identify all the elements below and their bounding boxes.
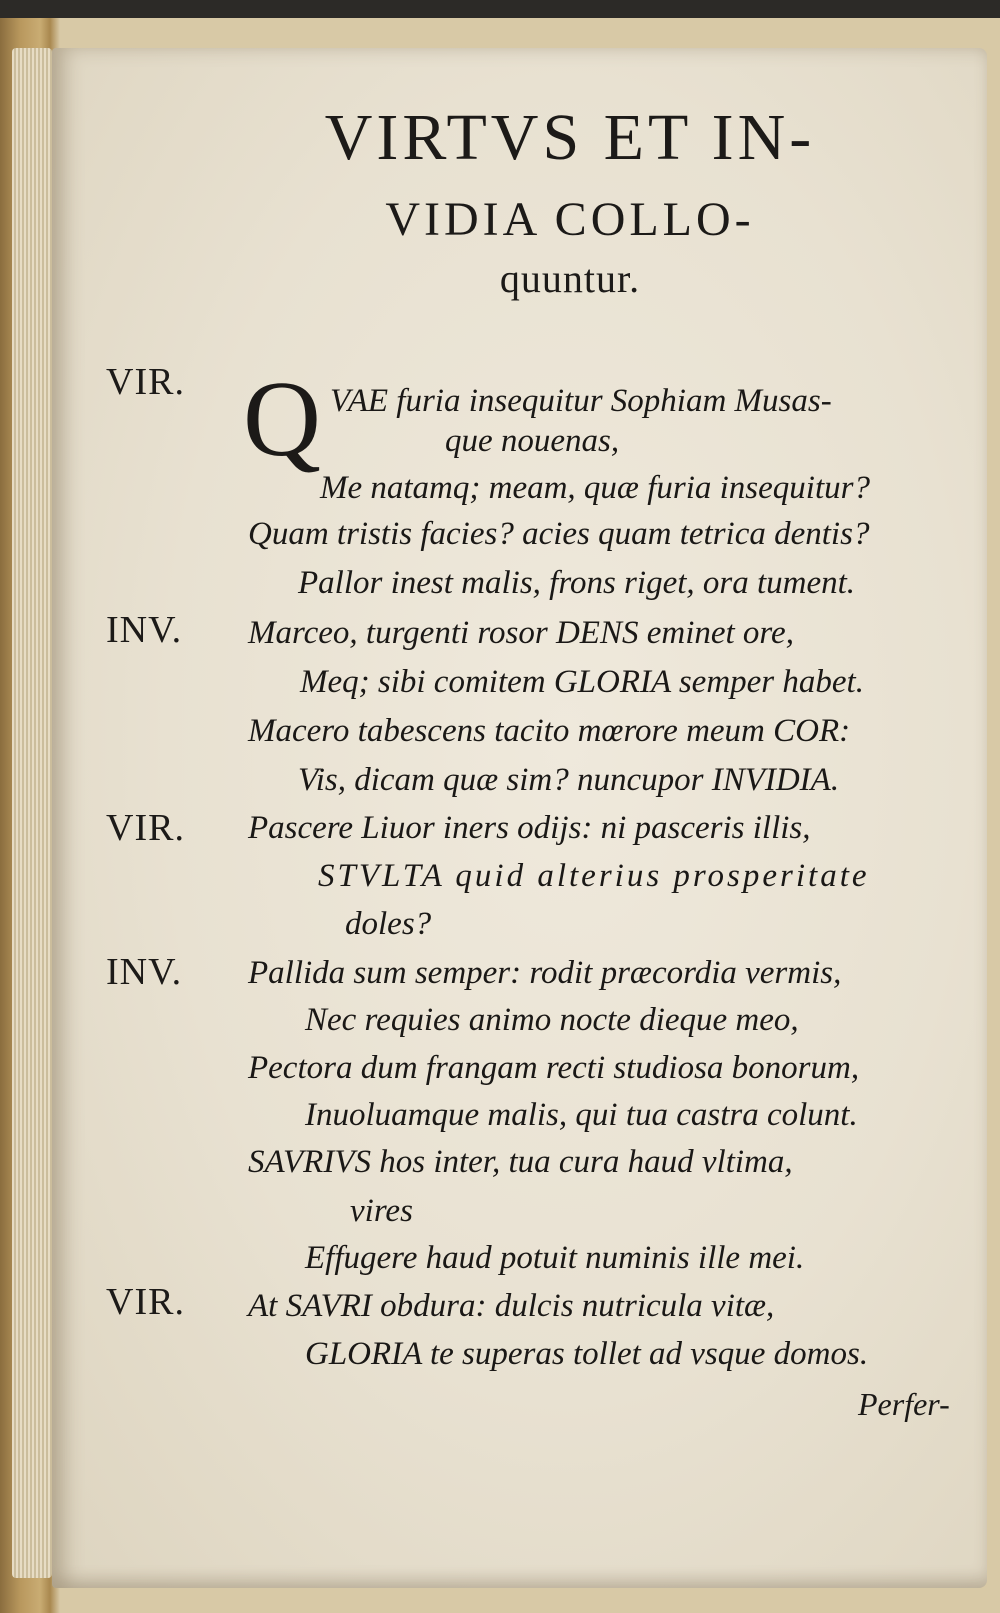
speaker-label: VIR.	[106, 1281, 185, 1323]
verse-line: Pallida sum semper: rodit præcordia vermis,	[248, 955, 842, 991]
verse-line: Inuoluamque malis, qui tua castra colunt.	[305, 1097, 858, 1133]
verse-line: Marceo, turgenti rosor DENS eminet ore,	[248, 615, 794, 651]
catchword: Perfer-	[858, 1386, 950, 1422]
speaker-label: INV.	[106, 951, 183, 993]
verse-line: Meq; sibi comitem GLORIA semper habet.	[300, 664, 864, 700]
speaker-label: VIR.	[106, 361, 185, 403]
verse-line: vires	[350, 1193, 413, 1229]
verse-line: doles?	[345, 906, 432, 942]
verse-line: que nouenas,	[445, 423, 620, 459]
book-fore-edge	[12, 48, 52, 1578]
verse-line: Pectora dum frangam recti studiosa bonorum,	[248, 1050, 860, 1086]
verse-line: GLORIA te superas tollet ad vsque domos.	[305, 1336, 869, 1372]
verse-line: Effugere haud potuit numinis ille mei.	[305, 1240, 805, 1276]
verse-line: STVLTA quid alterius prosperitate	[318, 858, 870, 894]
verse-line: SAVRIVS hos inter, tua cura haud vltima,	[248, 1144, 793, 1180]
verse-line: VAE furia insequitur Sophiam Musas-	[330, 383, 832, 419]
verse-line: Macero tabescens tacito mœrore meum COR:	[248, 713, 851, 749]
title-line-1: VIRTVS ET IN-	[324, 101, 816, 174]
verse-line: Nec requies animo nocte dieque meo,	[305, 1002, 799, 1038]
title-line-2: VIDIA COLLO-	[385, 193, 755, 246]
verse-line: Pascere Liuor iners odijs: ni pasceris illis,	[248, 810, 811, 846]
verse-line: Vis, dicam quæ sim? nuncupor INVIDIA.	[298, 762, 840, 798]
speaker-label: VIR.	[106, 807, 185, 849]
title-line-3: quuntur.	[499, 256, 641, 301]
verse-line: Pallor inest malis, frons riget, ora tument.	[298, 565, 856, 601]
verse-line: At SAVRI obdura: dulcis nutricula vitæ,	[248, 1288, 775, 1324]
drop-cap: Q	[243, 360, 321, 479]
verse-line: Me natamq; meam, quæ furia insequitur?	[320, 470, 870, 506]
verse-line: Quam tristis facies? acies quam tetrica dentis?	[248, 516, 870, 552]
speaker-label: INV.	[106, 609, 183, 651]
